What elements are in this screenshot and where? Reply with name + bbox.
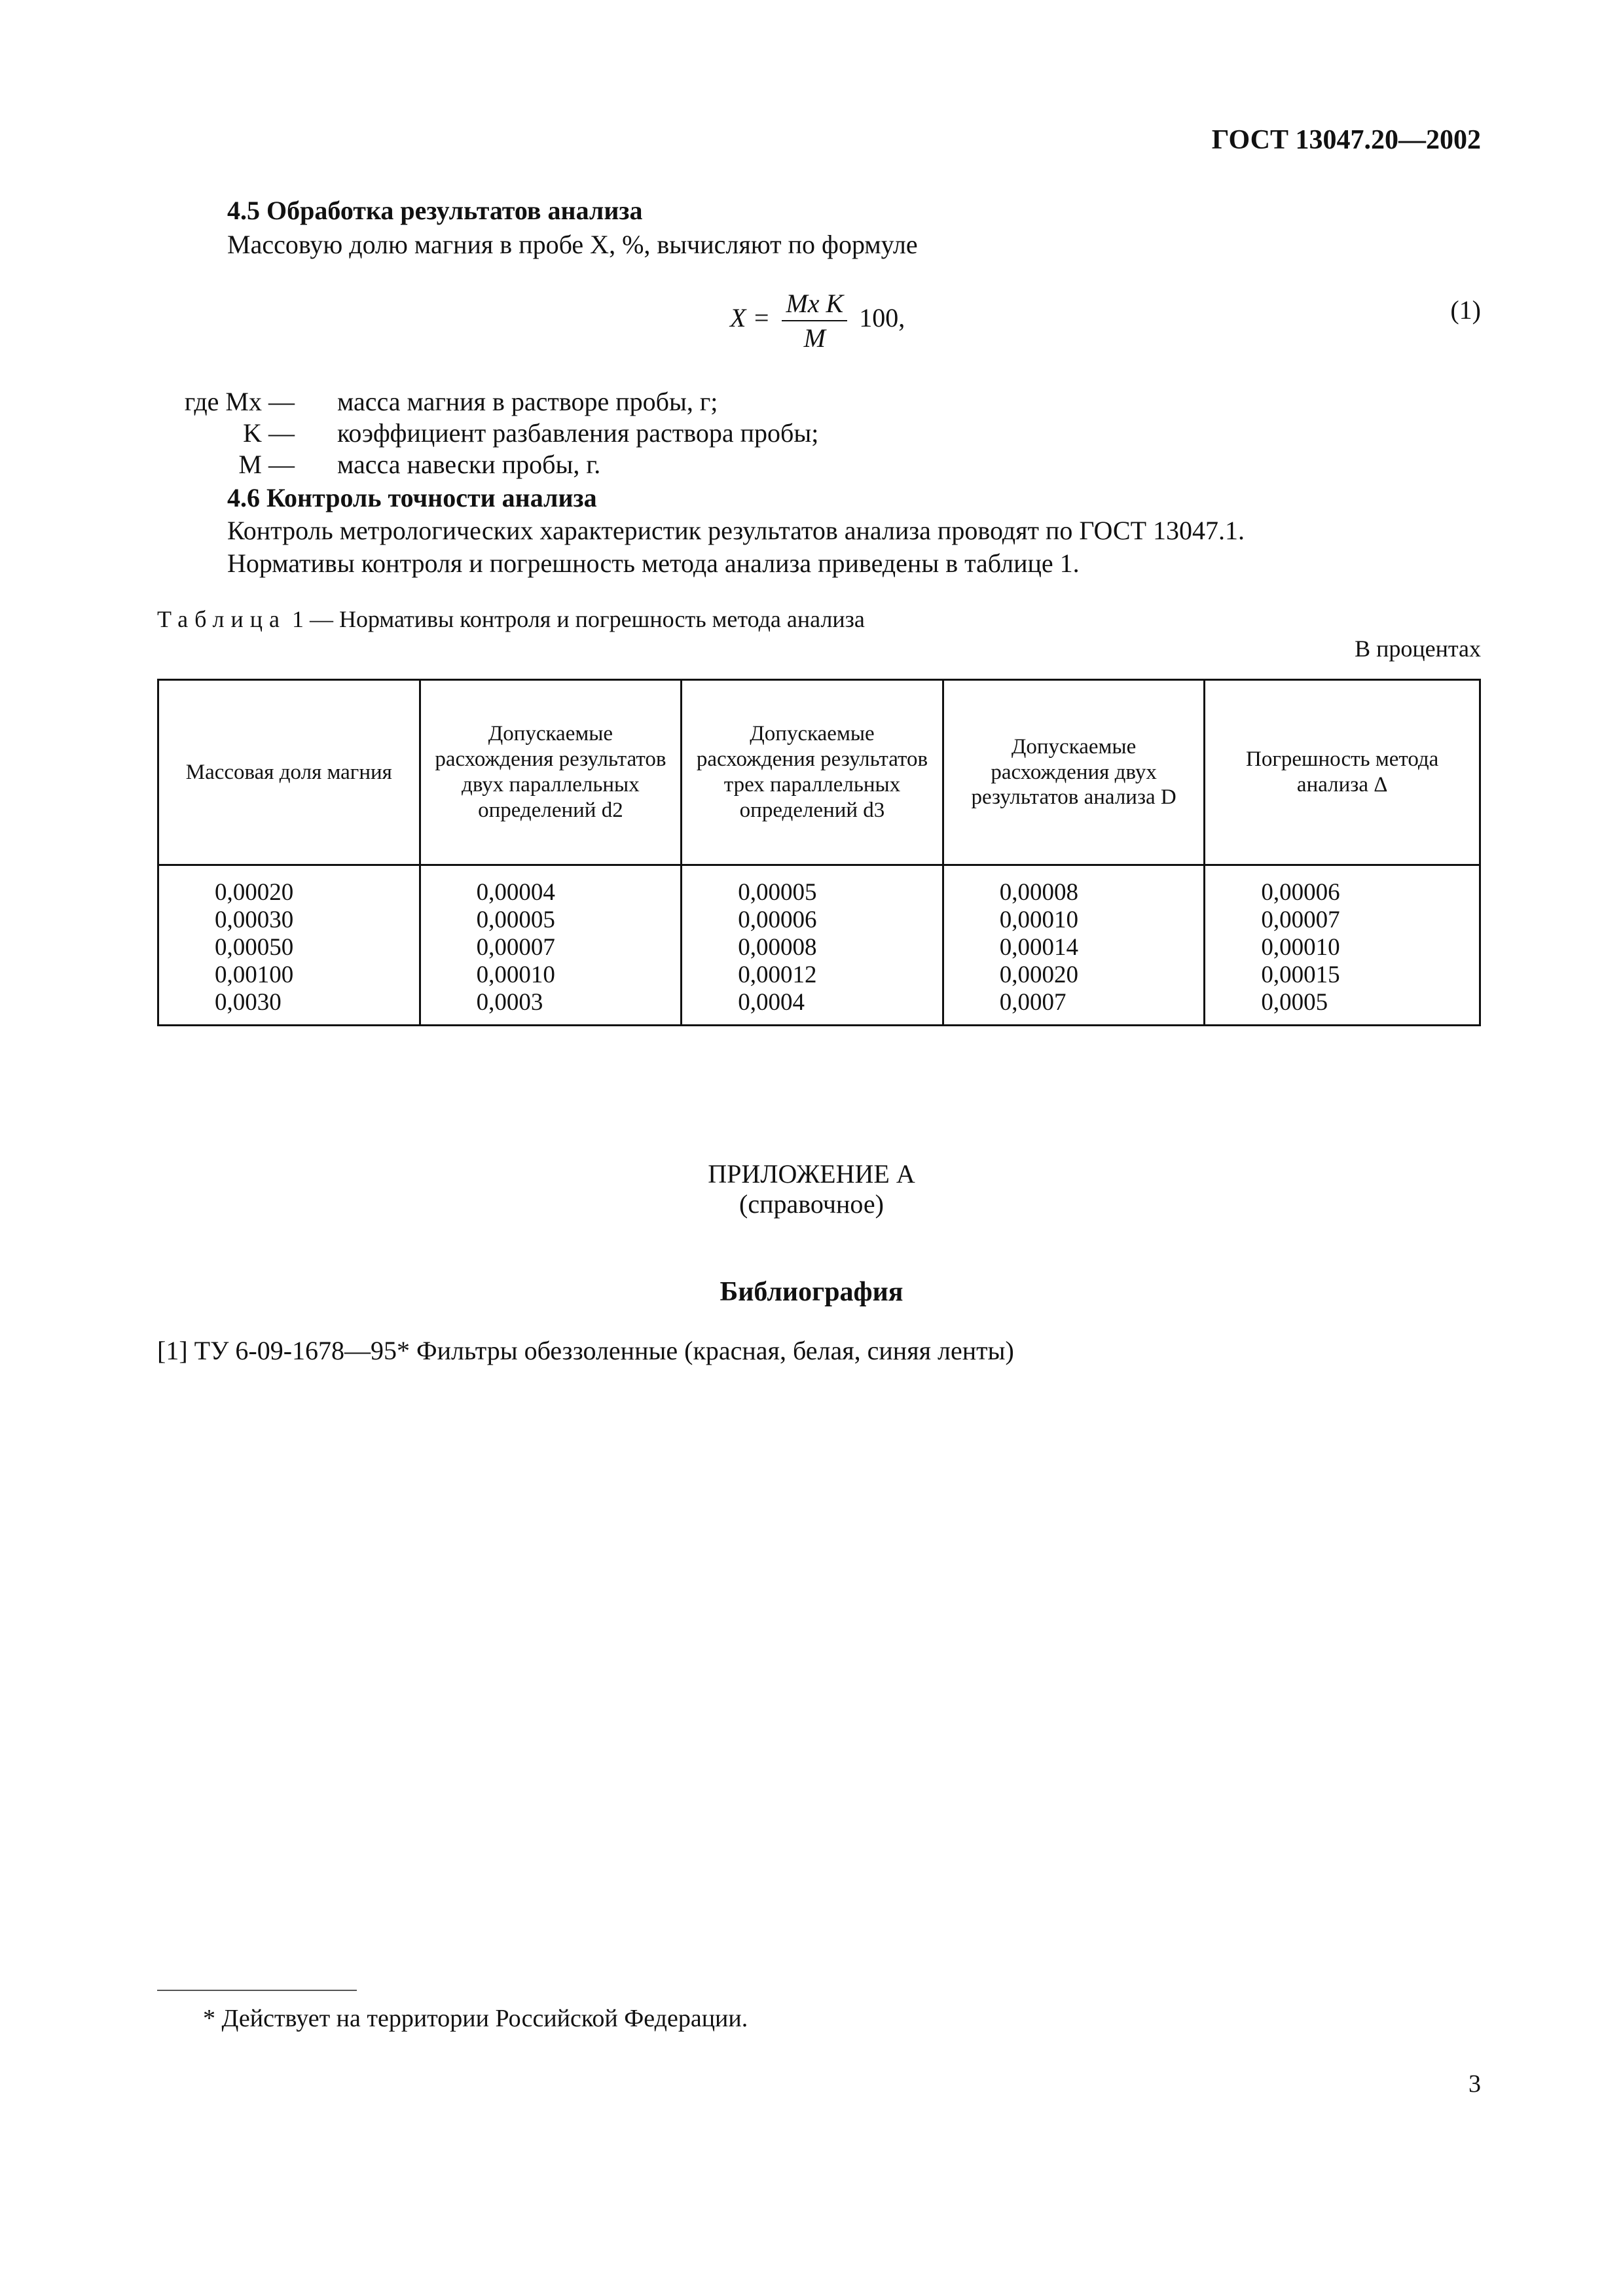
table-header-row — [158, 680, 1480, 865]
table-cell: 0,00012 — [738, 961, 817, 988]
page-number: 3 — [1468, 2070, 1481, 2098]
table-cell: 0,00030 — [215, 906, 294, 933]
table-cell: 0,0007 — [999, 989, 1067, 1016]
table-header-cell: Погрешность метода анализа Δ — [1205, 680, 1480, 865]
table-cell: 0,00010 — [1261, 934, 1340, 961]
where-description: масса навески пробы, г. — [337, 450, 601, 479]
table-cell: 0,00004 — [476, 879, 555, 906]
table-cell: 0,00010 — [476, 961, 555, 988]
table-cell: 0,00005 — [738, 879, 817, 906]
section-4-6-title: 4.6 Контроль точности анализа — [227, 483, 597, 512]
table-header-cell: Массовая доля магния — [158, 680, 420, 865]
table-cell: 0,0005 — [1261, 989, 1328, 1016]
table-header-cell: Допускаемые расхождения результатов трех параллельных определений d3 — [682, 680, 943, 865]
section-4-5-intro: Массовую долю магния в пробе X, %, вычисляют по формуле — [227, 230, 918, 259]
formula-fraction — [782, 288, 847, 353]
where-description: коэффициент разбавления раствора пробы; — [337, 418, 819, 448]
table-cell: 0,00050 — [215, 934, 294, 961]
table-cell: 0,00008 — [738, 934, 817, 961]
table-column-values — [420, 865, 682, 1026]
table-row — [158, 865, 1480, 1026]
formula-numerator: Mx K — [782, 288, 847, 321]
table-column-values — [158, 865, 420, 1026]
table-column-values — [682, 865, 943, 1026]
table-cell: 0,00006 — [1261, 879, 1340, 906]
section-4-6-line-1: Контроль метрологических характеристик результатов анализа проводят по ГОСТ 13047.1. — [227, 516, 1245, 545]
table-cell: 0,0003 — [476, 989, 543, 1016]
formula-lhs: X = — [730, 303, 771, 333]
table-cell: 0,00020 — [999, 961, 1079, 988]
footnote-divider — [157, 1990, 357, 1991]
appendix-subtitle: (справочное) — [739, 1189, 884, 1219]
table-units: В процентах — [1355, 636, 1481, 662]
formula — [730, 288, 905, 353]
footnote: * Действует на территории Российской Федерации. — [203, 2005, 748, 2032]
table-cell: 0,00008 — [999, 879, 1079, 906]
table-cell: 0,00005 — [476, 906, 555, 933]
norms-table — [157, 679, 1481, 1026]
table-cell: 0,0030 — [215, 989, 282, 1016]
table-caption-text: 1 — Нормативы контроля и погрешность метода анализа — [291, 606, 865, 632]
where-symbol: K — — [243, 418, 295, 448]
section-4-6-line-2: Нормативы контроля и погрешность метода анализа приведены в таблице 1. — [227, 548, 1080, 578]
table-cell: 0,00010 — [999, 906, 1079, 933]
table-column-values — [943, 865, 1205, 1026]
table-cell: 0,00006 — [738, 906, 817, 933]
table-column-values — [1205, 865, 1480, 1026]
table-cell: 0,0004 — [738, 989, 805, 1016]
table-cell: 0,00020 — [215, 879, 294, 906]
table-cell: 0,00014 — [999, 934, 1079, 961]
table-caption — [157, 605, 865, 633]
bibliography-entry: [1] ТУ 6-09-1678—95* Фильтры обеззоленные (красная, белая, синяя ленты) — [157, 1336, 1014, 1365]
table-header-cell: Допускаемые расхождения результатов двух параллельных определений d2 — [420, 680, 682, 865]
table-cell: 0,00007 — [476, 934, 555, 961]
bibliography-title: Библиография — [720, 1277, 903, 1307]
table-cell: 0,00100 — [215, 961, 294, 988]
table-cell: 0,00015 — [1261, 961, 1340, 988]
table-header-cell: Допускаемые расхождения двух результатов анализа D — [943, 680, 1205, 865]
table-cell: 0,00007 — [1261, 906, 1340, 933]
document-code: ГОСТ 13047.20—2002 — [1211, 125, 1481, 155]
section-4-5-title: 4.5 Обработка результатов анализа — [227, 196, 643, 225]
table-caption-label: Таблица — [157, 606, 286, 632]
formula-denominator: M — [803, 323, 826, 353]
formula-number: (1) — [1450, 295, 1481, 325]
where-symbol: где Mx — — [184, 387, 295, 416]
appendix-title: ПРИЛОЖЕНИЕ А — [708, 1159, 915, 1189]
where-symbol: M — — [238, 450, 295, 479]
where-description: масса магния в растворе пробы, г; — [337, 387, 718, 416]
formula-tail: 100, — [859, 303, 905, 333]
